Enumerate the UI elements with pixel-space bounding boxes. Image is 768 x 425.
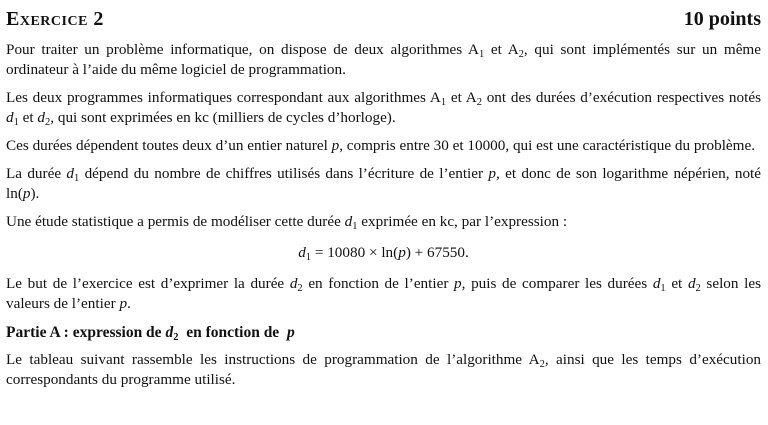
subscript: 1 [352, 221, 358, 232]
text: et [18, 109, 38, 126]
subscript: 2 [476, 97, 482, 108]
programs-paragraph [6, 88, 761, 128]
text: , qui sont implémentés sur un même ordinateur à l’aide du même logiciel de programmation. [6, 41, 761, 78]
subscript: 1 [305, 252, 312, 263]
math-var: d [6, 109, 14, 126]
goal-paragraph [6, 274, 761, 314]
intro-paragraph [6, 40, 761, 80]
math-var: d [37, 109, 45, 126]
text: La durée [6, 165, 67, 182]
d1-paragraph [6, 164, 761, 204]
text: , et donc de son logarithme népérien, noté ln( [6, 165, 762, 202]
text: en fonction de l’entier [302, 275, 455, 292]
math-var: d [344, 213, 353, 230]
subscript: 2 [539, 359, 545, 370]
subscript: 1 [13, 117, 19, 128]
exercise-header [6, 8, 761, 38]
text: en fonction de [178, 324, 287, 341]
text: Partie A : expression de [6, 324, 166, 341]
text: , ainsi que les temps d’exécution correspondants du programme utilisé. [6, 351, 762, 388]
text: exprimée en kc, par l’expression : [357, 213, 568, 230]
exercise-title: Exercice 2 [6, 8, 104, 30]
math-var: d [687, 275, 696, 292]
subscript: 1 [478, 49, 485, 60]
text: dépend du nombre de chiffres utilisés dans l’écriture de l’entier [79, 165, 489, 182]
math-var: d [289, 275, 298, 292]
math-var: d [66, 165, 74, 182]
text: ). [30, 185, 40, 202]
text: Pour traiter un problème informatique, on dispose de deux algorithmes A [6, 41, 479, 58]
text: , compris entre 30 et 10000, qui est une caractéristique du problème. [339, 137, 756, 154]
math-var: p [286, 324, 295, 341]
text: selon les valeurs de l’entier [6, 275, 762, 312]
text: et A [484, 41, 519, 58]
exercise-points: 10 points [683, 8, 761, 30]
math-var: p [398, 244, 406, 261]
text: et A [446, 89, 477, 106]
table-intro-paragraph [6, 350, 761, 390]
model-paragraph [6, 212, 761, 232]
durations-paragraph [6, 136, 761, 156]
text: Les deux programmes informatiques correspondant aux algorithmes A [6, 89, 441, 106]
text: Le but de l’exercice est d’exprimer la durée [6, 275, 290, 292]
math-var: p [454, 275, 462, 292]
text: = 10080 × ln( [311, 244, 399, 261]
subscript: 1 [74, 173, 80, 184]
math-var: p [488, 165, 496, 182]
subscript: 2 [695, 283, 701, 294]
text: ont des durées d’exécution respectives notés [481, 89, 761, 106]
subscript: 1 [440, 97, 447, 108]
subscript: 2 [173, 332, 179, 343]
part-a-heading [6, 324, 761, 342]
subscript: 1 [660, 283, 666, 294]
text: Le tableau suivant rassemble les instructions de programmation de l’algorithme A [6, 351, 540, 368]
subscript: 2 [518, 49, 524, 60]
math-var: d [652, 275, 661, 292]
text: , puis de comparer les durées [461, 275, 653, 292]
text: et [665, 275, 688, 292]
text: . [127, 295, 131, 312]
text: Ces durées dépendent toutes deux d’un entier naturel [6, 137, 332, 154]
math-var: d [165, 324, 174, 341]
subscript: 2 [45, 117, 51, 128]
math-var: p [119, 295, 128, 312]
text: ) + 67550. [405, 244, 469, 261]
text: Une étude statistique a permis de modéliser cette durée [6, 213, 345, 230]
math-var: d [298, 244, 306, 261]
text: , qui sont exprimées en kc (milliers de cycles d’horloge). [50, 109, 396, 126]
d1-formula [6, 244, 761, 262]
subscript: 2 [297, 283, 303, 294]
math-var: p [331, 137, 340, 154]
math-var: p [22, 185, 31, 202]
